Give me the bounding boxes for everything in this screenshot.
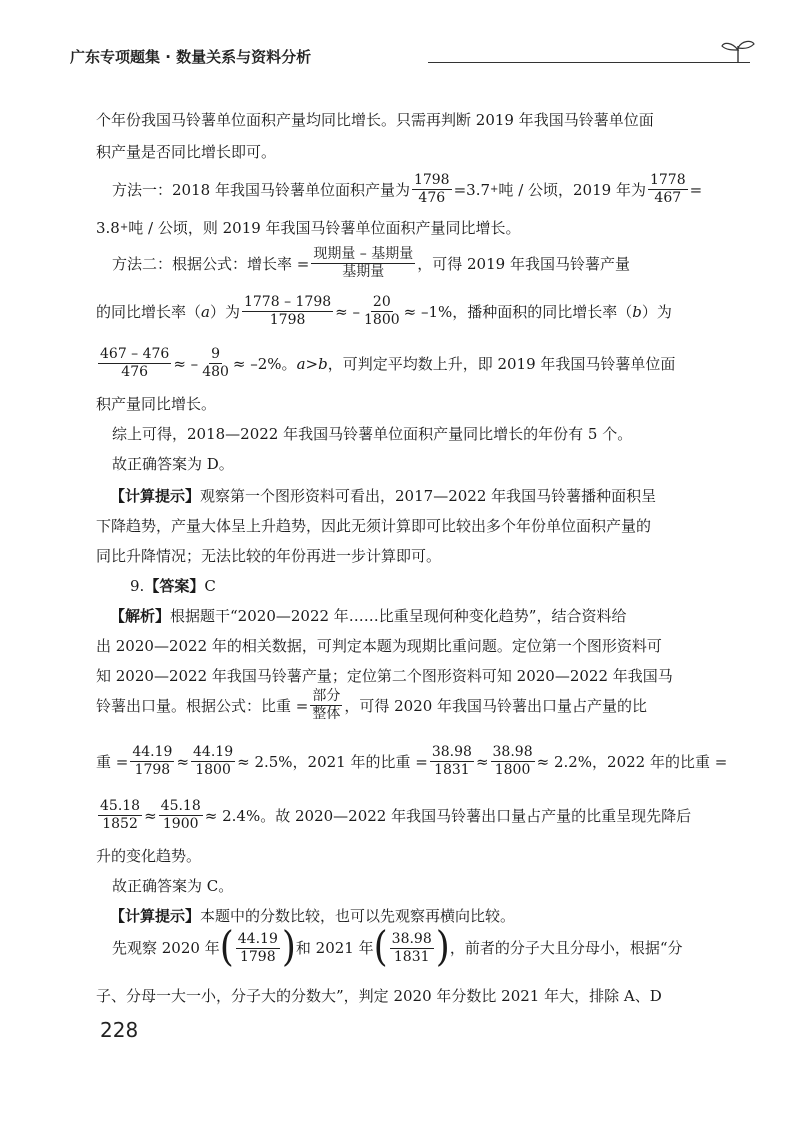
numerator: 467 – 476 xyxy=(100,346,170,362)
denominator: 480 xyxy=(202,364,229,380)
analysis-tag: 【解析】 xyxy=(110,607,171,625)
variable-b: b xyxy=(318,354,328,373)
answer-line xyxy=(130,576,216,596)
text-line: 故正确答案为 D。 xyxy=(112,455,234,473)
numerator: 1798 xyxy=(413,172,450,188)
text-span: ≈ –2%。 xyxy=(232,354,297,373)
denominator: 1831 xyxy=(393,948,430,965)
text-line xyxy=(96,218,521,238)
text-line: 同比升降情况；无法比较的年份再进一步计算即可。 xyxy=(96,547,442,565)
tip-line xyxy=(110,906,515,926)
answer-value: C xyxy=(204,577,216,595)
text-line: 知 2020—2022 年我国马铃薯产量；定位第二个图形资料可知 2020—2022 年我国马 xyxy=(96,667,673,685)
text-span: ≈ 2.5%，2021 年的比重 = xyxy=(237,752,428,771)
fraction xyxy=(98,798,142,833)
fraction xyxy=(412,172,452,207)
text-span: ≈ xyxy=(475,752,489,771)
text-line: 故正确答案为 C。 xyxy=(112,877,234,895)
numerator: 38.98 xyxy=(391,930,432,947)
text-span: 吨 / 公顷，则 2019 年我国马铃薯单位面积产量同比增长。 xyxy=(128,219,521,237)
text-span: =3.7 xyxy=(453,180,491,199)
fraction xyxy=(390,931,434,966)
numerator: 45.18 xyxy=(160,798,201,814)
fraction xyxy=(236,931,280,966)
superscript: + xyxy=(490,183,499,195)
left-paren: ( xyxy=(219,923,234,971)
variable-a: a xyxy=(296,354,306,373)
numerator: 44.19 xyxy=(237,930,278,947)
denominator: 476 xyxy=(418,190,446,206)
text-span: ）为 xyxy=(641,302,672,321)
text-span: 铃薯出口量。根据公式：比重 = xyxy=(96,696,309,715)
denominator: 1798 xyxy=(134,762,171,778)
text-span: 和 2021 年 xyxy=(295,939,374,957)
fraction xyxy=(362,294,402,329)
denominator: 1831 xyxy=(434,762,470,778)
variable-a: a xyxy=(201,302,210,321)
text-span: ，可得 2019 年我国马铃薯产量 xyxy=(417,254,630,273)
calc-tip-tag: 【计算提示】 xyxy=(110,907,201,925)
text-line xyxy=(96,798,691,833)
page-number: 228 xyxy=(100,1018,139,1042)
denominator: 1798 xyxy=(239,948,276,965)
denominator: 467 xyxy=(654,190,682,206)
fraction xyxy=(191,744,235,779)
numerator: 1778 xyxy=(649,172,686,188)
fraction xyxy=(242,294,333,329)
text-span: 方法二：根据公式：增长率 = xyxy=(112,254,310,273)
text-line: 积产量同比增长。 xyxy=(96,395,217,413)
text-span: 先观察 2020 年 xyxy=(112,939,220,957)
variable-b: b xyxy=(632,302,642,321)
text-span: ≈ –1%，播种面积的同比增长率（ xyxy=(403,302,633,321)
fraction xyxy=(159,798,203,833)
left-paren: ( xyxy=(373,923,388,971)
text-span: ≈ – xyxy=(335,302,360,321)
denominator: 1800 xyxy=(364,312,400,328)
denominator: 1800 xyxy=(195,762,231,778)
method-one-line xyxy=(112,172,702,207)
text-span: 吨 / 公顷，2019 年为 xyxy=(498,180,646,199)
denominator: 1852 xyxy=(102,816,138,832)
text-span: 的同比增长率（ xyxy=(96,302,202,321)
answer-tag: 【答案】 xyxy=(144,577,205,595)
fraction xyxy=(98,346,171,381)
numerator: 38.98 xyxy=(431,744,472,760)
denominator: 1900 xyxy=(162,816,199,832)
text-span: = xyxy=(689,180,703,199)
text-line: 出 2020—2022 年的相关数据，可判定本题为现期比重问题。定位第一个图形资料可 xyxy=(96,637,662,655)
numerator: 部分 xyxy=(312,688,341,704)
numerator: 9 xyxy=(211,346,221,362)
denominator: 整体 xyxy=(312,706,341,722)
text-line: 子、分母一大一小，分子大的分数大”，判定 2020 年分数比 2021 年大，排除 A、D xyxy=(96,987,662,1005)
text-line xyxy=(96,294,672,329)
sprout-icon xyxy=(718,38,758,64)
running-header xyxy=(70,44,730,74)
denominator: 1800 xyxy=(494,762,531,778)
text-span: ，前者的分子大且分母小，根据“分 xyxy=(449,939,683,957)
fraction xyxy=(200,346,231,381)
right-paren: ) xyxy=(435,923,450,971)
numerator: 38.98 xyxy=(492,744,533,760)
text-line: 综上可得，2018—2022 年我国马铃薯单位面积产量同比增长的年份有 5 个。 xyxy=(112,425,633,443)
numerator: 45.18 xyxy=(100,798,141,814)
text-span: ≈ – xyxy=(173,354,199,373)
text-line xyxy=(96,346,675,381)
text-line: 下降趋势，产量大体呈上升趋势，因此无须计算即可比较出多个年份单位面积产量的 xyxy=(96,517,652,535)
text-line xyxy=(112,923,683,971)
text-span: 重 = xyxy=(96,752,129,771)
text-line: 升的变化趋势。 xyxy=(96,847,202,865)
header-rule xyxy=(428,62,750,63)
calc-tip-tag: 【计算提示】 xyxy=(110,487,201,505)
numerator: 现期量 – 基期量 xyxy=(313,246,414,262)
right-paren: ) xyxy=(281,923,296,971)
text-span: ，可判定平均数上升，即 2019 年我国马铃薯单位面 xyxy=(327,354,676,373)
text-span: ≈ xyxy=(176,752,190,771)
text-span: 本题中的分数比较，也可以先观察再横向比较。 xyxy=(200,907,516,925)
numerator: 20 xyxy=(372,294,391,310)
text-span: 3.8 xyxy=(96,219,120,237)
numerator: 1778 – 1798 xyxy=(243,294,332,310)
fraction xyxy=(310,688,342,723)
numerator: 44.19 xyxy=(132,744,173,760)
text-span: 方法一：2018 年我国马铃薯单位面积产量为 xyxy=(112,180,410,199)
text-span: ≈ xyxy=(144,806,157,825)
text-line: 个年份我国马铃薯单位面积产量均同比增长。只需再判断 2019 年我国马铃薯单位面 xyxy=(96,111,654,129)
superscript: + xyxy=(119,222,129,233)
question-number: 9. xyxy=(130,577,145,595)
text-span: ≈ 2.2%，2022 年的比重 = xyxy=(536,752,728,771)
text-span: 根据题干“2020—2022 年……比重呈现何种变化趋势”，结合资料给 xyxy=(170,607,627,625)
method-two-line xyxy=(112,246,630,281)
text-line: 积产量是否同比增长即可。 xyxy=(96,143,277,161)
denominator: 476 xyxy=(121,364,149,380)
denominator: 基期量 xyxy=(342,264,385,280)
text-span: ≈ 2.4%。故 2020—2022 年我国马铃薯出口量占产量的比重呈现先降后 xyxy=(204,806,692,825)
fraction xyxy=(311,246,415,281)
analysis-line xyxy=(110,606,626,626)
text-span: 观察第一个图形资料可看出，2017—2022 年我国马铃薯播种面积呈 xyxy=(200,487,657,505)
numerator: 44.19 xyxy=(193,744,234,760)
header-title: 广东专项题集 · 数量关系与资料分析 xyxy=(70,48,312,66)
text-span: ）为 xyxy=(209,302,240,321)
fraction xyxy=(130,744,174,779)
text-line xyxy=(96,744,727,779)
text-line xyxy=(96,688,647,723)
fraction xyxy=(648,172,688,207)
fraction xyxy=(430,744,474,779)
denominator: 1798 xyxy=(269,312,306,328)
fraction xyxy=(491,744,535,779)
text-span: ，可得 2020 年我国马铃薯出口量占产量的比 xyxy=(344,696,648,715)
text-span: > xyxy=(305,354,319,373)
tip-line xyxy=(110,486,656,506)
